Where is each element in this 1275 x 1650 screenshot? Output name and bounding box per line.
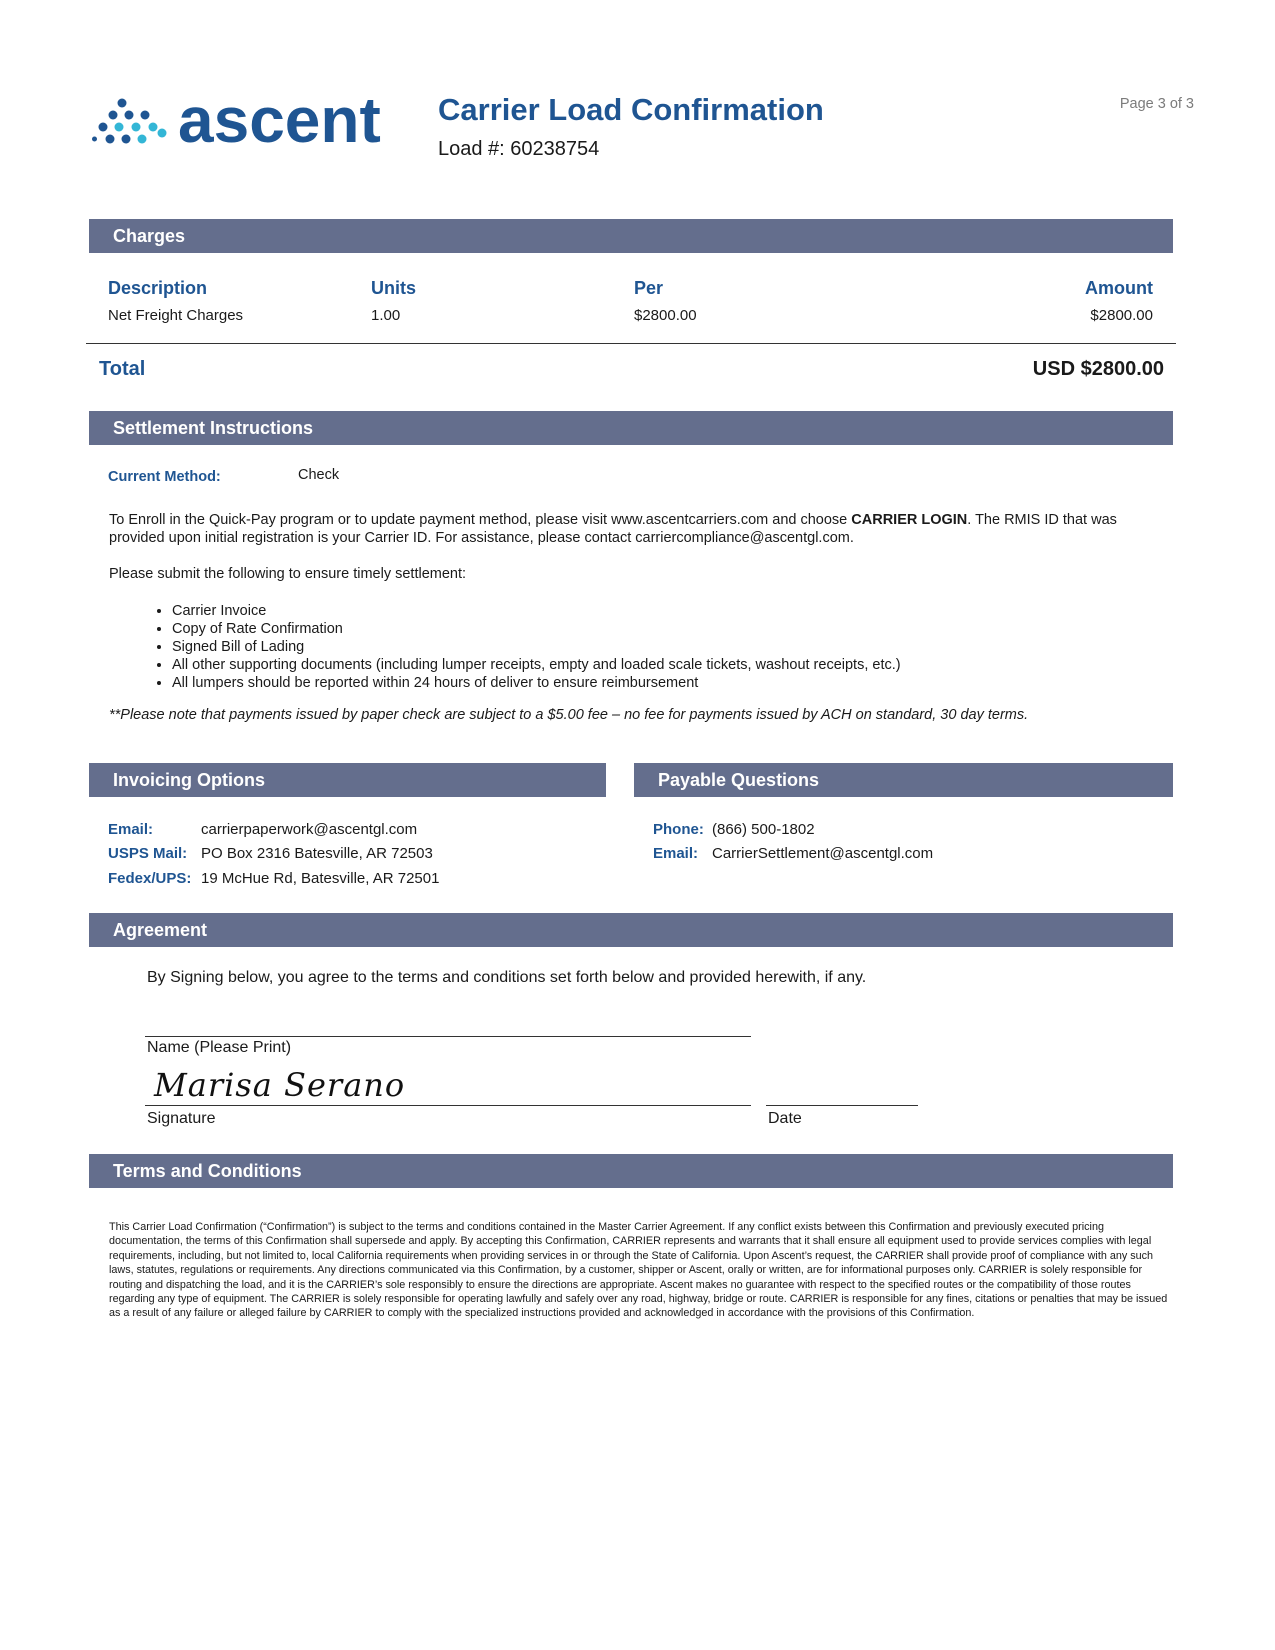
charges-section-bar: Charges bbox=[89, 219, 1173, 253]
invoicing-section-bar: Invoicing Options bbox=[89, 763, 606, 797]
page-indicator: Page 3 of 3 bbox=[1119, 96, 1194, 112]
logo-wordmark: ascent bbox=[178, 84, 381, 156]
enroll-text-before: To Enroll in the Quick-Pay program or to update payment method, please visit www.ascentcarriers.com and choose bbox=[109, 512, 852, 528]
list-item: • Signed Bill of Lading bbox=[172, 638, 901, 656]
payable-email-value: CarrierSettlement@ascentgl.com bbox=[712, 845, 934, 862]
usps-mail-label: USPS Mail: bbox=[108, 845, 188, 862]
ascent-logo bbox=[92, 84, 412, 162]
submit-intro: Please submit the following to ensure timely settlement: bbox=[109, 566, 467, 582]
signature-label: Signature bbox=[147, 1110, 216, 1127]
col-header-per: Per bbox=[634, 278, 664, 298]
cell-per: $2800.00 bbox=[634, 307, 697, 324]
payable-phone-label: Phone: bbox=[653, 821, 704, 838]
settlement-checklist bbox=[138, 602, 901, 692]
agreement-text: By Signing below, you agree to the terms and conditions set forth below and provided herewith, if any. bbox=[147, 969, 867, 986]
list-item: • Copy of Rate Confirmation bbox=[172, 620, 901, 638]
col-header-amount: Amount bbox=[1085, 278, 1153, 298]
col-header-description: Description bbox=[108, 278, 208, 298]
current-method-label: Current Method: bbox=[108, 469, 221, 485]
terms-text: This Carrier Load Confirmation (“Confirmation”) is subject to the terms and conditions contained in the Master Carrier Agreement. If any conflict exists between this Confirmation and previously executed pricing documentation, the terms of this Confirmation shall supersede and apply. By accepting this Confirmation, CARRIER represents and warrants that it shall ensure all equipment used to provide services complies with legal requirements, including, but not limited to, local California requirements when providing services in or through the State of California. Upon Ascent’s request, the CARRIER shall provide proof of compliance with any such laws, statutes, regulations or requirements. Any directions communicated via this Confirmation, by a customer, shipper or Ascent, orally or written, are for informational purposes only. CARRIER is solely responsible for routing and dispatching the load, and it is the CARRIER’s sole responsibly to ensure the directions are appropriate. Ascent makes no guarantee with respect to the specified routes or the compatibility of those routes regarding any type of equipment. The CARRIER is solely responsible for operating lawfully and safely over any road, highway, bridge or route. CARRIER is responsible for any fines, citations or penalties that may be issued as a result of any failure or alleged failure by CARRIER to comply with the specialized instructions provided and acknowledged in accordance with the provisions of this Confirmation. bbox=[109, 1221, 1168, 1320]
col-header-units: Units bbox=[371, 278, 416, 298]
list-item: • All other supporting documents (including lumper receipts, empty and loaded scale tickets, washout receipts, etc.) bbox=[172, 656, 901, 674]
payable-section-bar: Payable Questions bbox=[634, 763, 1173, 797]
invoicing-email-value: carrierpaperwork@ascentgl.com bbox=[201, 821, 418, 838]
invoicing-email-label: Email: bbox=[108, 821, 154, 838]
date-line bbox=[766, 1105, 918, 1106]
cell-amount: $2800.00 bbox=[1090, 307, 1153, 324]
payment-fee-note: **Please note that payments issued by paper check are subject to a $5.00 fee – no fee for payments issued by ACH on standard, 30 day terms. bbox=[109, 707, 1029, 723]
cell-description: Net Freight Charges bbox=[108, 307, 244, 324]
list-item: • Carrier Invoice bbox=[172, 602, 901, 620]
total-label: Total bbox=[99, 358, 146, 380]
enroll-text-after: . The RMIS ID that was provided upon initial registration is your Carrier ID. For assistance, please contact carriercompliance@ascentgl.com. bbox=[109, 512, 1117, 546]
date-label: Date bbox=[768, 1110, 802, 1127]
cell-units: 1.00 bbox=[371, 307, 401, 324]
terms-section-bar: Terms and Conditions bbox=[89, 1154, 1173, 1188]
settlement-section-bar: Settlement Instructions bbox=[89, 411, 1173, 445]
logo-dots-icon bbox=[92, 98, 176, 154]
payable-email-label: Email: bbox=[653, 845, 699, 862]
carrier-login-text: CARRIER LOGIN bbox=[851, 512, 968, 528]
fedex-ups-label: Fedex/UPS: bbox=[108, 870, 192, 887]
name-label: Name (Please Print) bbox=[147, 1039, 292, 1056]
enroll-paragraph bbox=[109, 511, 1169, 547]
usps-mail-value: PO Box 2316 Batesville, AR 72503 bbox=[201, 845, 433, 862]
signature-line bbox=[145, 1105, 751, 1106]
list-item: • All lumpers should be reported within 24 hours of deliver to ensure reimbursement bbox=[172, 674, 901, 692]
agreement-section-bar: Agreement bbox=[89, 913, 1173, 947]
fedex-ups-value: 19 McHue Rd, Batesville, AR 72501 bbox=[201, 870, 440, 887]
charges-divider bbox=[86, 343, 1176, 344]
signature-value: Marisa Serano bbox=[154, 1066, 406, 1104]
name-line bbox=[145, 1036, 751, 1037]
current-method-value: Check bbox=[298, 467, 340, 483]
page-title: Carrier Load Confirmation bbox=[438, 92, 824, 127]
load-number: Load #: 60238754 bbox=[438, 138, 600, 160]
payable-phone-value: (866) 500-1802 bbox=[712, 821, 815, 838]
total-value: USD $2800.00 bbox=[1032, 358, 1164, 380]
